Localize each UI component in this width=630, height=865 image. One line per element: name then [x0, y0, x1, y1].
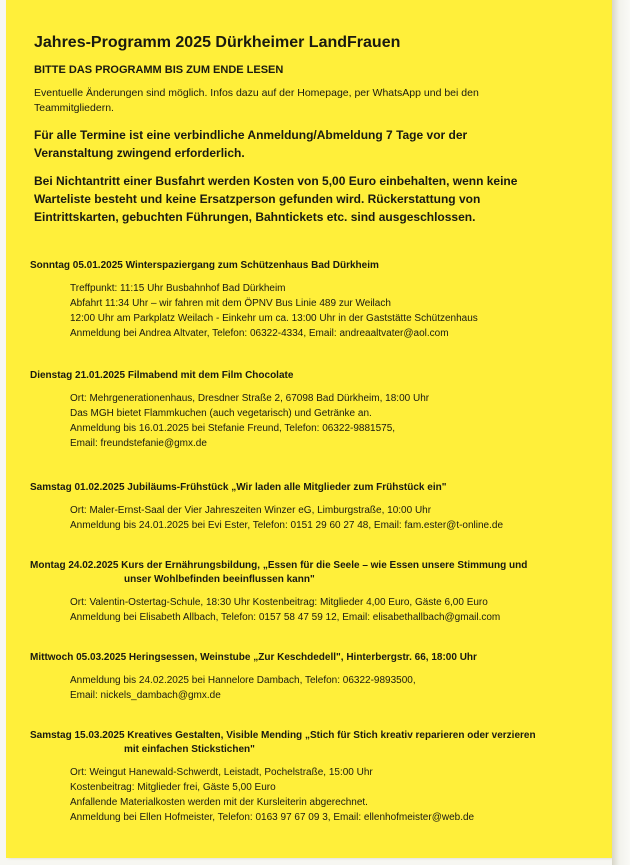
- read-note: BITTE DAS PROGRAMM BIS ZUM ENDE LESEN: [34, 64, 284, 76]
- event-heading: Dienstag 21.01.2025 Filmabend mit dem Film Chocolate: [30, 370, 294, 381]
- event-line: Anfallende Materialkosten werden mit der Kursleiterin abgerechnet.: [70, 797, 368, 808]
- event-line: Ort: Valentin-Ostertag-Schule, 18:30 Uhr Kostenbeitrag: Mitglieder 4,00 Euro, Gäste 6,00 Euro: [70, 597, 488, 608]
- event-line: Treffpunkt: 11:15 Uhr Busbahnhof Bad Dürkheim: [70, 283, 286, 294]
- event-line: Ort: Maler-Ernst-Saal der Vier Jahreszeiten Winzer eG, Limburgstraße, 10:00 Uhr: [70, 505, 432, 516]
- event-line: Kostenbeitrag: Mitglieder frei, Gäste 5,00 Euro: [70, 782, 276, 793]
- event-heading: Montag 24.02.2025 Kurs der Ernährungsbildung, „Essen für die Seele – wie Essen unsere Stimmung und unser Wohlbefinden beeinflussen kann": [30, 559, 590, 587]
- page-title: Jahres-Programm 2025 Dürkheimer LandFrauen: [34, 34, 401, 51]
- event-line: Email: nickels_dambach@gmx.de: [70, 690, 221, 701]
- registration-warning: Für alle Termine ist eine verbindliche Anmeldung/Abmeldung 7 Tage vor der Veranstaltung zwingend erforderlich.: [34, 128, 468, 160]
- change-notice: Eventuelle Änderungen sind möglich. Infos dazu auf der Homepage, per WhatsApp und bei den Teammitgliedern.: [34, 87, 479, 114]
- cost-warning: Bei Nichtantritt einer Busfahrt werden Kosten von 5,00 Euro einbehalten, wenn keine Warteliste besteht und keine Ersatzperson gefunden wird. Rückerstattung von Eintrittskarten, gebuchten Führungen, Bahntickets etc. sind ausgeschlossen.: [34, 174, 518, 224]
- event-line: Email: freundstefanie@gmx.de: [70, 438, 207, 449]
- event-item: [30, 651, 590, 703]
- event-line: Das MGH bietet Flammkuchen (auch vegetarisch) und Getränke an.: [70, 408, 372, 419]
- event-item: [30, 559, 590, 625]
- event-line: Abfahrt 11:34 Uhr – wir fahren mit dem ÖPNV Bus Linie 489 zur Weilach: [70, 298, 391, 309]
- event-line: Anmeldung bis 16.01.2025 bei Stefanie Freund, Telefon: 06322-9881575,: [70, 423, 396, 434]
- event-line: Anmeldung bei Ellen Hofmeister, Telefon: 0163 97 67 09 3, Email: ellenhofmeister@web.de: [70, 812, 475, 823]
- event-heading-cont: mit einfachen Stickstichen": [124, 744, 255, 755]
- event-heading: Mittwoch 05.03.2025 Heringsessen, Weinstube „Zur Keschdedell", Hinterbergstr. 66, 18:00 Uhr: [30, 652, 477, 663]
- event-details: [70, 595, 590, 625]
- event-line: Ort: Weingut Hanewald-Schwerdt, Leistadt, Pochelstraße, 15:00 Uhr: [70, 767, 373, 778]
- event-line: Anmeldung bis 24.02.2025 bei Hannelore Dambach, Telefon: 06322-9893500,: [70, 675, 416, 686]
- event-details: [70, 281, 590, 341]
- scan-edge: [612, 0, 630, 865]
- event-heading-cont: unser Wohlbefinden beeinflussen kann": [124, 574, 315, 585]
- event-line: Anmeldung bei Elisabeth Allbach, Telefon: 0157 58 47 59 12, Email: elisabethallbach@gmail.com: [70, 612, 501, 623]
- event-item: [30, 259, 590, 341]
- event-line: Anmeldung bei Andrea Altvater, Telefon: 06322-4334, Email: andreaaltvater@aol.com: [70, 328, 449, 339]
- event-details: [70, 391, 590, 451]
- event-heading: Samstag 15.03.2025 Kreatives Gestalten, Visible Mending „Stich für Stich kreativ reparieren oder verzieren mit einfachen Stickstichen": [30, 729, 590, 757]
- event-details: [70, 765, 590, 825]
- program-content: [30, 22, 590, 825]
- event-details: [70, 673, 590, 703]
- event-line: Ort: Mehrgenerationenhaus, Dresdner Straße 2, 67098 Bad Dürkheim, 18:00 Uhr: [70, 393, 430, 404]
- event-item: [30, 729, 590, 825]
- event-line: 12:00 Uhr am Parkplatz Weilach - Einkehr um ca. 13:00 Uhr in der Gaststätte Schützenhaus: [70, 313, 478, 324]
- event-details: [70, 503, 590, 533]
- event-item: [30, 369, 590, 451]
- event-item: [30, 481, 590, 533]
- event-heading: Sonntag 05.01.2025 Winterspaziergang zum Schützenhaus Bad Dürkheim: [30, 260, 379, 271]
- event-line: Anmeldung bis 24.01.2025 bei Evi Ester, Telefon: 0151 29 60 27 48, Email: fam.ester@t-online.de: [70, 520, 504, 531]
- event-heading: Samstag 01.02.2025 Jubiläums-Frühstück „Wir laden alle Mitglieder zum Frühstück ein": [30, 482, 447, 493]
